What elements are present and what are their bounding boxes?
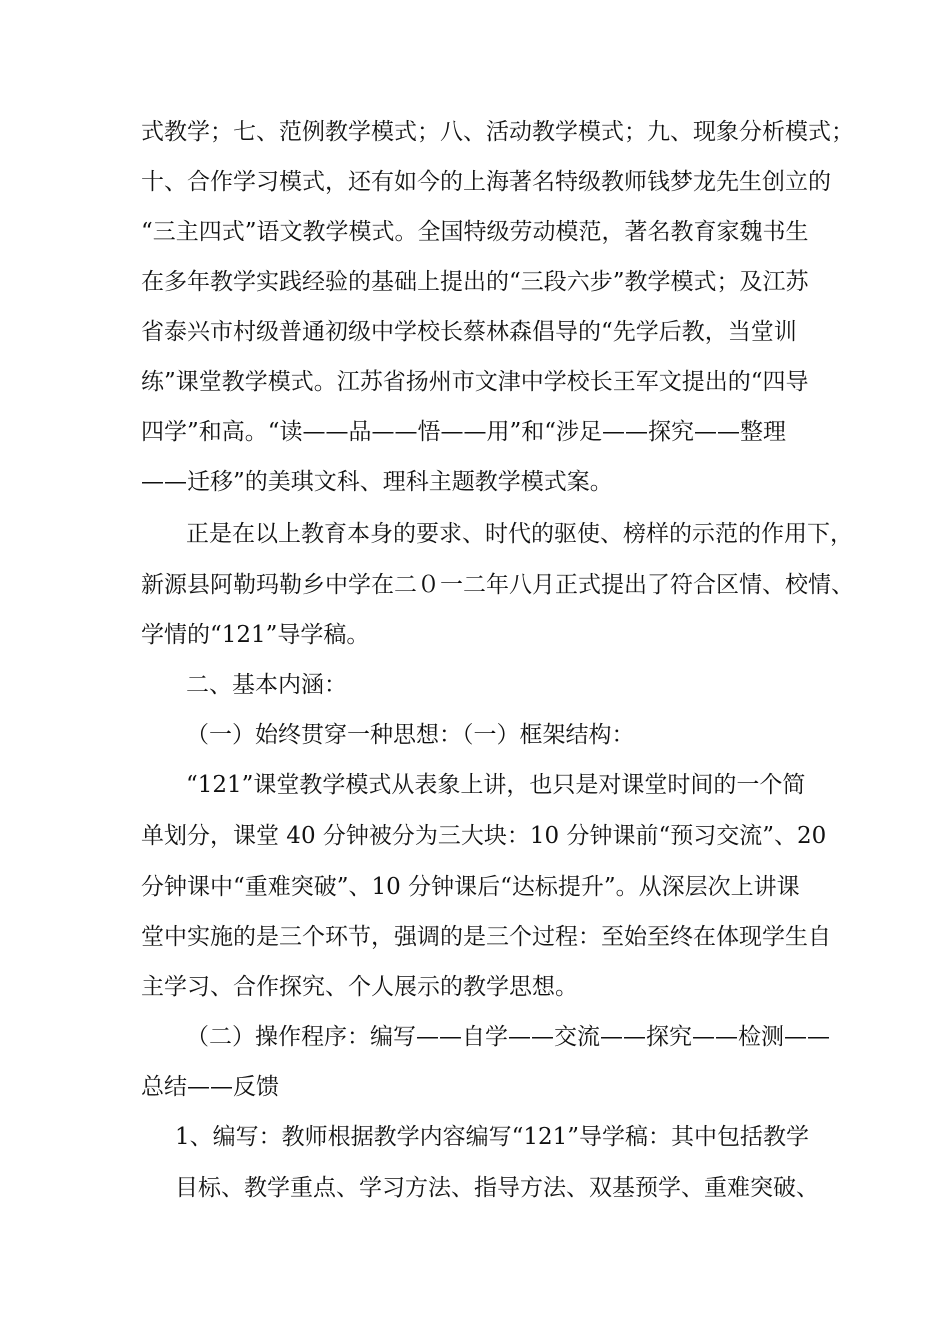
text-line: 学情的“121”导学稿。 (141, 622, 370, 648)
text-line: “121”课堂教学模式从表象上讲，也只是对课堂时间的一个简 (186, 772, 806, 798)
text-line: 目标、教学重点、学习方法、指导方法、双基预学、重难突破、 (175, 1175, 819, 1201)
text-line: 堂中实施的是三个环节，强调的是三个过程：至始至终在体现学生自 (141, 924, 831, 950)
text-line: 总结——反馈 (141, 1074, 279, 1100)
text-line: 主学习、合作探究、个人展示的教学思想。 (141, 974, 578, 1000)
subsection-heading: （二）操作程序：编写——自学——交流——探究——检测—— (186, 1024, 830, 1050)
text-line: 省泰兴市村级普通初级中学校长蔡林森倡导的“先学后教，当堂训 (141, 319, 797, 345)
text-line: 新源县阿勒玛勒乡中学在二０一二年八月正式提出了符合区情、校情、 (141, 572, 854, 598)
text-line: 在多年教学实践经验的基础上提出的“三段六步”教学模式；及江苏 (141, 269, 809, 295)
text-line: ——迁移”的美琪文科、理科主题教学模式案。 (141, 469, 613, 495)
text-line: 1、编写：教师根据教学内容编写“121”导学稿：其中包括教学 (175, 1124, 810, 1150)
text-line: 分钟课中“重难突破”、10 分钟课后“达标提升”。从深层次上讲课 (141, 874, 800, 900)
section-heading: 二、基本内涵： (186, 672, 347, 698)
subsection-heading: （一）始终贯穿一种思想：（一）框架结构： (186, 722, 635, 748)
text-line: 十、合作学习模式，还有如今的上海著名特级教师钱梦龙先生创立的 (141, 169, 831, 195)
text-line: 式教学；七、范例教学模式；八、活动教学模式；九、现象分析模式； (141, 119, 854, 145)
text-line: 正是在以上教育本身的要求、时代的驱使、榜样的示范的作用下， (186, 521, 853, 547)
text-line: 单划分，课堂 40 分钟被分为三大块：10 分钟课前“预习交流”、20 (141, 823, 827, 849)
text-line: 四学”和高。“读——品——悟——用”和“涉足——探究——整理 (141, 419, 787, 445)
text-line: “三主四式”语文教学模式。全国特级劳动模范，著名教育家魏书生 (141, 219, 809, 245)
text-line: 练”课堂教学模式。江苏省扬州市文津中学校长王军文提出的“四导 (141, 369, 809, 395)
